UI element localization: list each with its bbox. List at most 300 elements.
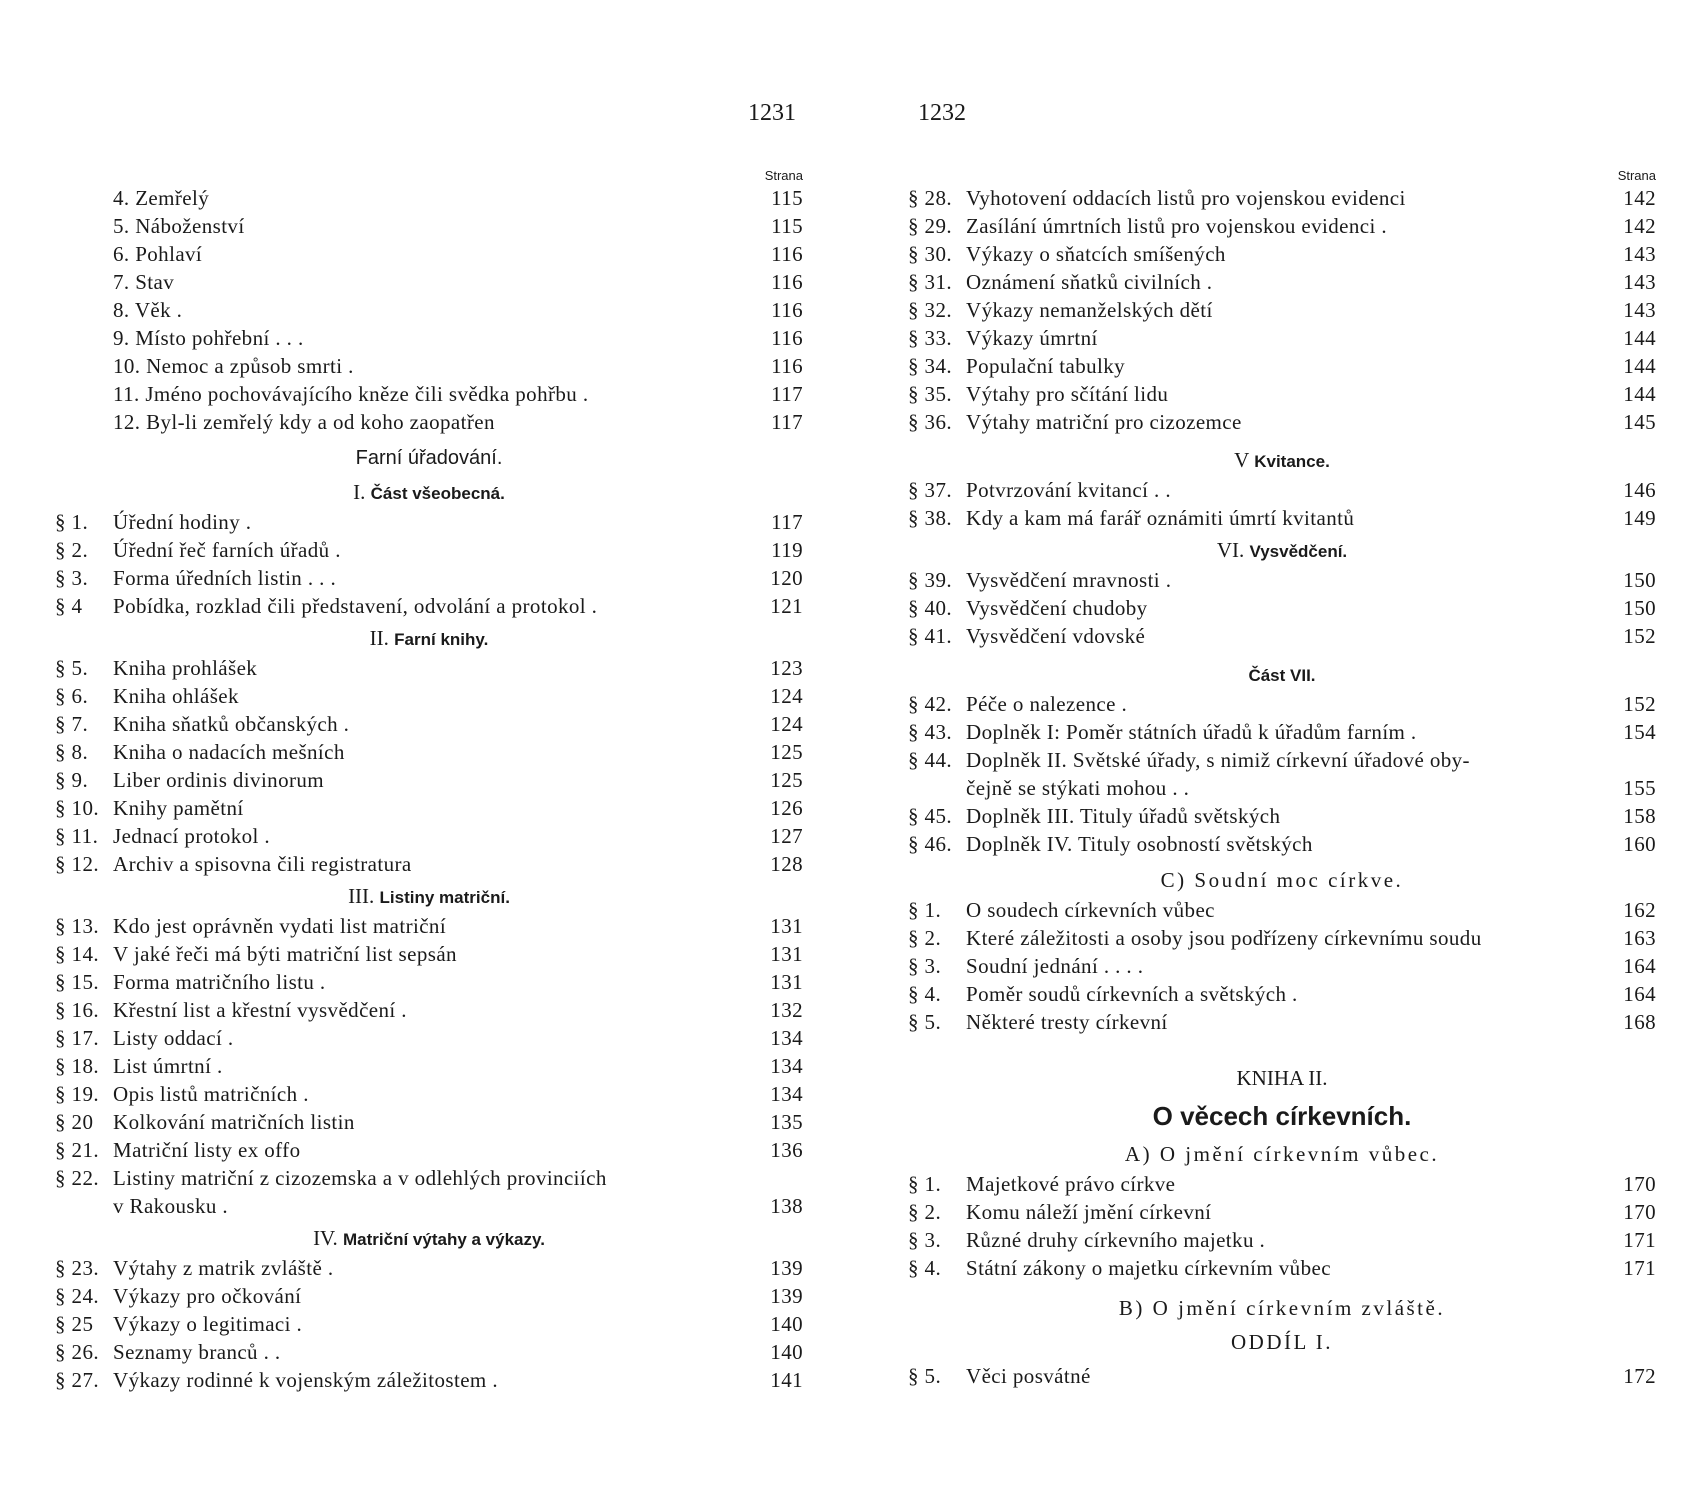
entry-title: Vyhotovení oddacích listů pro vojenskou evidenci [966, 186, 1406, 210]
toc-entry [55, 1024, 803, 1052]
toc-entry [908, 924, 1656, 952]
entry-page: 116 [771, 242, 803, 266]
toc-entry [908, 594, 1656, 622]
entry-list [908, 1170, 1656, 1282]
entry-title: Knihy pamětní [113, 796, 244, 820]
entry-page: 125 [770, 740, 803, 764]
entry-page: 168 [1623, 1010, 1656, 1034]
toc-entry [55, 1052, 803, 1080]
toc-entry [55, 794, 803, 822]
entry-title: Opis listů matričních . [113, 1082, 309, 1106]
entry-page: 152 [1623, 624, 1656, 648]
section-number: § 30. [908, 242, 952, 266]
toc-entry [55, 324, 803, 352]
entry-page: 116 [771, 298, 803, 322]
left-column [55, 168, 803, 1394]
section-number: § 5. [908, 1364, 942, 1388]
entry-title: 12. Byl-li zemřelý kdy a od koho zaopatřen [113, 410, 495, 434]
entry-title: Jednací protokol . [113, 824, 271, 848]
entry-title: Listiny matriční z cizozemska a v odlehlých provinciích [113, 1166, 607, 1190]
entry-page: 152 [1623, 692, 1656, 716]
entry-page: 128 [770, 852, 803, 876]
entry-page: 170 [1623, 1172, 1656, 1196]
section-number: § 1. [908, 898, 942, 922]
section-number: § 42. [908, 692, 952, 716]
section-number: § 19. [55, 1082, 99, 1106]
toc-entry [55, 212, 803, 240]
entry-page: 124 [770, 712, 803, 736]
section-number: § 12. [55, 852, 99, 876]
toc-entry-continuation [908, 774, 1656, 802]
toc-entry [55, 1136, 803, 1164]
section-number: § 9. [55, 768, 89, 792]
entry-title: Výtahy matriční pro cizozemce [966, 410, 1242, 434]
toc-entry [55, 996, 803, 1024]
section-number: § 16. [55, 998, 99, 1022]
section-number: § 14. [55, 942, 99, 966]
entry-title: 11. Jméno pochovávajícího kněze čili svědka pohřbu . [113, 382, 589, 406]
entry-title: O soudech církevních vůbec [966, 898, 1215, 922]
entry-title: Kdy a kam má farář oznámiti úmrtí kvitantů [966, 506, 1355, 530]
toc-entry [908, 1254, 1656, 1282]
entry-page: 124 [770, 684, 803, 708]
entry-title: 6. Pohlaví [113, 242, 203, 266]
entry-title: Kniha prohlášek [113, 656, 258, 680]
section-number: § 23. [55, 1256, 99, 1280]
entry-title: Listy oddací . [113, 1026, 234, 1050]
entry-page: 144 [1623, 326, 1656, 350]
entry-title: Státní zákony o majetku církevním vůbec [966, 1256, 1331, 1280]
entry-title: Populační tabulky [966, 354, 1126, 378]
section-number: § 31. [908, 270, 952, 294]
toc-entry [908, 352, 1656, 380]
entry-title: Úřední řeč farních úřadů . [113, 538, 341, 562]
entry-page: 131 [770, 942, 803, 966]
toc-entry [908, 1198, 1656, 1226]
entry-page: 140 [770, 1340, 803, 1364]
toc-entry [908, 504, 1656, 532]
entry-page: 138 [770, 1194, 803, 1218]
part-heading [908, 444, 1656, 476]
division-heading: ODDÍL I. [1230, 1330, 1334, 1354]
entry-page: 164 [1623, 954, 1656, 978]
entry-page: 144 [1623, 354, 1656, 378]
toc-entry [55, 508, 803, 536]
book-heading: KNIHA II. [1236, 1066, 1328, 1090]
section-number: § 39. [908, 568, 952, 592]
entry-title: Kniha o nadacích mešních [113, 740, 345, 764]
entry-list [908, 802, 1656, 858]
toc-entry [55, 1282, 803, 1310]
entry-title: Seznamy branců . . [113, 1340, 281, 1364]
section-number: § 15. [55, 970, 99, 994]
entry-list [908, 476, 1656, 532]
entry-list [55, 912, 803, 1192]
part-heading [908, 658, 1656, 690]
entry-page: 117 [771, 382, 803, 406]
toc-entry [908, 1226, 1656, 1254]
entry-title: Doplněk III. Tituly úřadů světských [966, 804, 1281, 828]
entry-page: 154 [1623, 720, 1656, 744]
toc-entry [908, 1362, 1656, 1390]
entry-title: Věci posvátné [966, 1364, 1091, 1388]
entry-page: 160 [1623, 832, 1656, 856]
section-number: § 3. [55, 566, 89, 590]
toc-entry [908, 830, 1656, 858]
entry-title: Oznámení sňatků civilních . [966, 270, 1213, 294]
toc-entry [908, 566, 1656, 594]
part-title: Farní knihy. [394, 630, 489, 649]
toc-entry [55, 1254, 803, 1282]
part-number: VI. [1216, 538, 1245, 562]
toc-entry [55, 710, 803, 738]
toc-entry [908, 408, 1656, 436]
toc-entry-continuation [55, 1192, 803, 1220]
entry-title: Křestní list a křestní vysvědčení . [113, 998, 407, 1022]
part-title: Matriční výtahy a výkazy. [343, 1230, 545, 1249]
entry-title: Vysvědčení mravnosti . [966, 568, 1172, 592]
entry-title: Výtahy z matrik zvláště . [113, 1256, 334, 1280]
section-number: § 28. [908, 186, 952, 210]
entry-title: V jaké řeči má býti matriční list sepsán [113, 942, 457, 966]
toc-entry [908, 324, 1656, 352]
toc-entry [908, 476, 1656, 504]
part-number: II. [369, 626, 389, 650]
section-number: § 11. [55, 824, 99, 848]
strana-label: Strana [1617, 168, 1656, 183]
section-number: § 7. [55, 712, 89, 736]
toc-entry [55, 682, 803, 710]
section-number: § 8. [55, 740, 89, 764]
entry-page: 116 [771, 326, 803, 350]
page-number-left: 1231 [748, 100, 796, 126]
entry-title: Výkazy pro očkování [113, 1284, 302, 1308]
entry-title: 7. Stav [113, 270, 175, 294]
entry-page: 145 [1623, 410, 1656, 434]
entry-title: Poměr soudů církevních a světských . [966, 982, 1298, 1006]
entry-page: 150 [1623, 596, 1656, 620]
entry-title: Liber ordinis divinorum [113, 768, 325, 792]
entry-page: 125 [770, 768, 803, 792]
toc-entry [55, 1310, 803, 1338]
entry-title: 9. Místo pohřební . . . [113, 326, 304, 350]
entry-page: 117 [771, 410, 803, 434]
entry-page: 164 [1623, 982, 1656, 1006]
toc-entry [908, 296, 1656, 324]
right-column [908, 168, 1656, 1390]
section-number: § 25 [55, 1312, 94, 1336]
entry-page: 142 [1623, 214, 1656, 238]
entry-title: Vysvědčení chudoby [966, 596, 1148, 620]
toc-entry [908, 1170, 1656, 1198]
section-number: § 6. [55, 684, 89, 708]
entry-title: Úřední hodiny . [113, 510, 252, 534]
toc-entry [908, 240, 1656, 268]
part-heading [55, 880, 803, 912]
section-number: § 33. [908, 326, 952, 350]
entry-page: 115 [771, 186, 803, 210]
entry-title: Kolkování matričních listin [113, 1110, 355, 1134]
section-number: § 4. [908, 982, 942, 1006]
entry-title: Výkazy úmrtní [966, 326, 1098, 350]
entry-title: Výkazy o sňatcích smíšených [966, 242, 1226, 266]
entry-page: 170 [1623, 1200, 1656, 1224]
section-number: § 29. [908, 214, 952, 238]
entry-page: 120 [770, 566, 803, 590]
entry-title: Kniha ohlášek [113, 684, 239, 708]
entry-title: Doplněk I: Poměr státních úřadů k úřadům farním . [966, 720, 1417, 744]
entry-page: 139 [770, 1284, 803, 1308]
part-title: Kvitance. [1254, 452, 1330, 471]
section-number: § 46. [908, 832, 952, 856]
toc-entry [55, 1338, 803, 1366]
section-number: § 35. [908, 382, 952, 406]
entry-title: Pobídka, rozklad čili představení, odvolání a protokol . [113, 594, 598, 618]
entry-title: Doplněk IV. Tituly osobností světských [966, 832, 1313, 856]
part-heading [55, 622, 803, 654]
entry-list [55, 508, 803, 620]
toc-entry [908, 1008, 1656, 1036]
section-number: § 10. [55, 796, 99, 820]
entry-page: 127 [770, 824, 803, 848]
section-number: § 36. [908, 410, 952, 434]
part-heading [55, 1222, 803, 1254]
toc-entry [908, 896, 1656, 924]
entry-list [908, 896, 1656, 1036]
section-number: § 2. [908, 926, 942, 950]
section-number: § 41. [908, 624, 952, 648]
part-title: Vysvědčení. [1249, 542, 1348, 561]
section-number: § 18. [55, 1054, 99, 1078]
entry-page: 131 [770, 914, 803, 938]
section-heading: C) Soudní moc církve. [1160, 868, 1404, 892]
entry-title: Potvrzování kvitancí . . [966, 478, 1171, 502]
toc-entry [55, 1080, 803, 1108]
entry-page: 123 [770, 656, 803, 680]
entry-page: 141 [770, 1368, 803, 1392]
toc-entry [55, 940, 803, 968]
entry-title: Vysvědčení vdovské [966, 624, 1146, 648]
part-heading [908, 534, 1656, 566]
entry-list [55, 654, 803, 878]
entry-page: 150 [1623, 568, 1656, 592]
toc-entry [55, 968, 803, 996]
toc-entry [55, 352, 803, 380]
section-number: § 3. [908, 1228, 942, 1252]
entry-title: Archiv a spisovna čili registratura [113, 852, 412, 876]
section-number: § 26. [55, 1340, 99, 1364]
toc-entry [55, 766, 803, 794]
section-number: § 27. [55, 1368, 99, 1392]
part-heading [55, 476, 803, 508]
entry-list [55, 1254, 803, 1394]
entry-page: 126 [770, 796, 803, 820]
entry-page: 117 [771, 510, 803, 534]
entry-page: 163 [1623, 926, 1656, 950]
entry-page: 142 [1623, 186, 1656, 210]
toc-entry [55, 268, 803, 296]
section-number: § 22. [55, 1166, 99, 1190]
entry-page: 134 [770, 1054, 803, 1078]
part-number: I. [353, 480, 366, 504]
section-number: § 32. [908, 298, 952, 322]
section-number: § 3. [908, 954, 942, 978]
entry-list [55, 184, 803, 436]
section-number: § 20 [55, 1110, 94, 1134]
entry-page: 171 [1623, 1256, 1656, 1280]
entry-list [908, 184, 1656, 436]
section-number: § 5. [55, 656, 89, 680]
toc-entry [55, 1366, 803, 1394]
section-number: § 2. [55, 538, 89, 562]
toc-entry [55, 1108, 803, 1136]
section-number: § 43. [908, 720, 952, 744]
toc-entry [908, 268, 1656, 296]
entry-title: Výkazy nemanželských dětí [966, 298, 1213, 322]
toc-entry [908, 380, 1656, 408]
toc-entry [55, 536, 803, 564]
entry-title: Výkazy o legitimaci . [113, 1312, 303, 1336]
entry-page: 135 [770, 1110, 803, 1134]
section-number: § 1. [55, 510, 89, 534]
toc-entry [908, 690, 1656, 718]
strana-label: Strana [764, 168, 803, 183]
entry-list [908, 690, 1656, 774]
entry-page: 172 [1623, 1364, 1656, 1388]
entry-title: Výtahy pro sčítání lidu [966, 382, 1169, 406]
entry-page: 132 [770, 998, 803, 1022]
entry-title: Které záležitosti a osoby jsou podřízeny církevnímu soudu [966, 926, 1482, 950]
entry-title: Doplněk II. Světské úřady, s nimiž církevní úřadové oby- [966, 748, 1470, 772]
entry-title: Forma matričního listu . [113, 970, 326, 994]
part-number: IV. [313, 1226, 338, 1250]
entry-title: 8. Věk . [113, 298, 183, 322]
entry-page: 136 [770, 1138, 803, 1162]
section-heading: Farní úřadování. [355, 447, 503, 469]
toc-entry [908, 622, 1656, 650]
section-number: § 21. [55, 1138, 99, 1162]
toc-entry [908, 952, 1656, 980]
entry-title: 5. Náboženství [113, 214, 245, 238]
entry-page: 121 [770, 594, 803, 618]
section-heading: B) O jmění církevním zvláště. [1118, 1296, 1446, 1320]
section-number: § 37. [908, 478, 952, 502]
section-number: § 1. [908, 1172, 942, 1196]
part-number: III. [348, 884, 375, 908]
section-number: § 17. [55, 1026, 99, 1050]
entry-page: 162 [1623, 898, 1656, 922]
entry-page: 149 [1623, 506, 1656, 530]
toc-entry [55, 240, 803, 268]
entry-title: Soudní jednání . . . . [966, 954, 1144, 978]
toc-entry [55, 408, 803, 436]
entry-page: 115 [771, 214, 803, 238]
entry-page: 134 [770, 1082, 803, 1106]
section-number: § 38. [908, 506, 952, 530]
entry-page: 144 [1623, 382, 1656, 406]
toc-entry [908, 802, 1656, 830]
entry-title: v Rakousku . [113, 1194, 229, 1218]
entry-title: Forma úředních listin . . . [113, 566, 337, 590]
toc-entry [55, 564, 803, 592]
section-heading: A) O jmění církevním vůbec. [1124, 1142, 1440, 1166]
part-title: Část všeobecná. [370, 484, 505, 503]
section-number: § 40. [908, 596, 952, 620]
entry-title: Různé druhy církevního majetku . [966, 1228, 1266, 1252]
entry-page: 155 [1623, 776, 1656, 800]
section-number: § 45. [908, 804, 952, 828]
page-number-right: 1232 [918, 100, 966, 126]
entry-page: 143 [1623, 298, 1656, 322]
entry-title: List úmrtní . [113, 1054, 223, 1078]
toc-entry [55, 592, 803, 620]
part-title: Část VII. [1248, 666, 1316, 685]
entry-page: 143 [1623, 242, 1656, 266]
entry-page: 139 [770, 1256, 803, 1280]
entry-page: 131 [770, 970, 803, 994]
entry-page: 140 [770, 1312, 803, 1336]
section-number: § 2. [908, 1200, 942, 1224]
part-title: Listiny matriční. [379, 888, 510, 907]
toc-entry [908, 718, 1656, 746]
entry-title: 10. Nemoc a způsob smrti . [113, 354, 354, 378]
toc-entry [55, 380, 803, 408]
section-number: § 24. [55, 1284, 99, 1308]
toc-entry [55, 1164, 803, 1192]
entry-page: 116 [771, 354, 803, 378]
entry-page: 158 [1623, 804, 1656, 828]
part-number: V [1234, 448, 1249, 472]
entry-page: 116 [771, 270, 803, 294]
toc-entry [55, 738, 803, 766]
toc-entry [55, 850, 803, 878]
book-title: O věcech církevních. [1152, 1101, 1412, 1131]
entry-title: Zasílání úmrtních listů pro vojenskou evidenci . [966, 214, 1388, 238]
section-number: § 4 [55, 594, 83, 618]
entry-title: Komu náleží jmění církevní [966, 1200, 1212, 1224]
section-number: § 44. [908, 748, 952, 772]
toc-entry [55, 822, 803, 850]
toc-entry [55, 184, 803, 212]
toc-entry [908, 980, 1656, 1008]
entry-title: Matriční listy ex offo [113, 1138, 301, 1162]
toc-entry [55, 912, 803, 940]
entry-title: Některé tresty církevní [966, 1010, 1168, 1034]
toc-entry [55, 654, 803, 682]
section-number: § 4. [908, 1256, 942, 1280]
entry-page: 119 [771, 538, 803, 562]
entry-list [908, 1362, 1656, 1390]
entry-title: Výkazy rodinné k vojenským záležitostem . [113, 1368, 498, 1392]
toc-entry [55, 296, 803, 324]
entry-list [908, 566, 1656, 650]
section-number: § 34. [908, 354, 952, 378]
toc-entry [908, 746, 1656, 774]
entry-title: Majetkové právo církve [966, 1172, 1176, 1196]
toc-entry [908, 212, 1656, 240]
toc-entry [908, 184, 1656, 212]
entry-title: Kdo jest oprávněn vydati list matriční [113, 914, 447, 938]
entry-title: čejně se stýkati mohou . . [966, 776, 1190, 800]
entry-title: Péče o nalezence . [966, 692, 1128, 716]
entry-page: 143 [1623, 270, 1656, 294]
entry-title: Kniha sňatků občanských . [113, 712, 350, 736]
entry-page: 171 [1623, 1228, 1656, 1252]
entry-page: 146 [1623, 478, 1656, 502]
section-number: § 13. [55, 914, 99, 938]
entry-page: 134 [770, 1026, 803, 1050]
section-number: § 5. [908, 1010, 942, 1034]
